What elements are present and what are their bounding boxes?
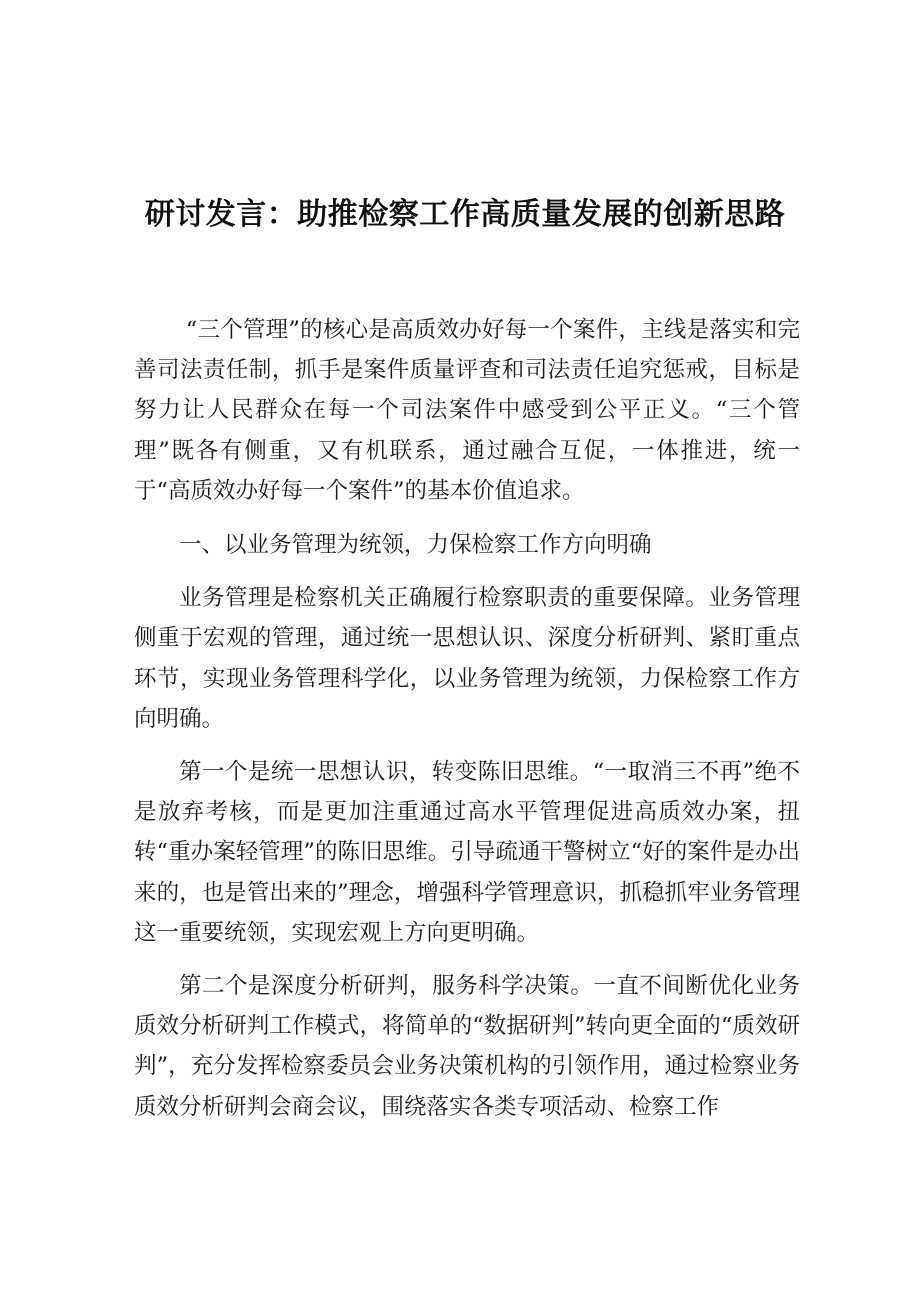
section-heading-1: 一、以业务管理为统领，力保检察工作方向明确 bbox=[179, 532, 652, 559]
document-title: 研讨发言：助推检察工作高质量发展的创新思路 bbox=[144, 197, 786, 232]
paragraph-business-management: 业务管理是检察机关正确履行检察职责的重要保障。业务管理侧重于宏观的管理，通过统一思想认识、深度分析研判、紧盯重点环节，实现业务管理科学化，以业务管理为统领，力保检察工作方向明确。 bbox=[134, 585, 800, 732]
paragraph-point-2: 第二个是深度分析研判，服务科学决策。一直不间断优化业务质效分析研判工作模式，将简单的“数据研判”转向更全面的“质效研判”，充分发挥检察委员会业务决策机构的引领作用，通过检察业务质效分析研判会商会议，围绕落实各类专项活动、检察工作 bbox=[134, 973, 800, 1120]
paragraph-intro: “三个管理”的核心是高质效办好每一个案件，主线是落实和完善司法责任制，抓手是案件质量评查和司法责任追究惩戒，目标是努力让人民群众在每一个司法案件中感受到公平正义。“三个管理”既各有侧重，又有机联系，通过融合互促，一体推进，统一于“高质效办好每一个案件”的基本价值追求。 bbox=[134, 317, 800, 504]
paragraph-point-1: 第一个是统一思想认识，转变陈旧思维。“一取消三不再”绝不是放弃考核，而是更加注重通过高水平管理促进高质效办案，扭转“重办案轻管理”的陈旧思维。引导疏通干警树立“好的案件是办出来的，也是管出来的”理念，增强科学管理意识，抓稳抓牢业务管理这一重要统领，实现宏观上方向更明确。 bbox=[134, 759, 800, 946]
document-body bbox=[134, 310, 800, 1127]
